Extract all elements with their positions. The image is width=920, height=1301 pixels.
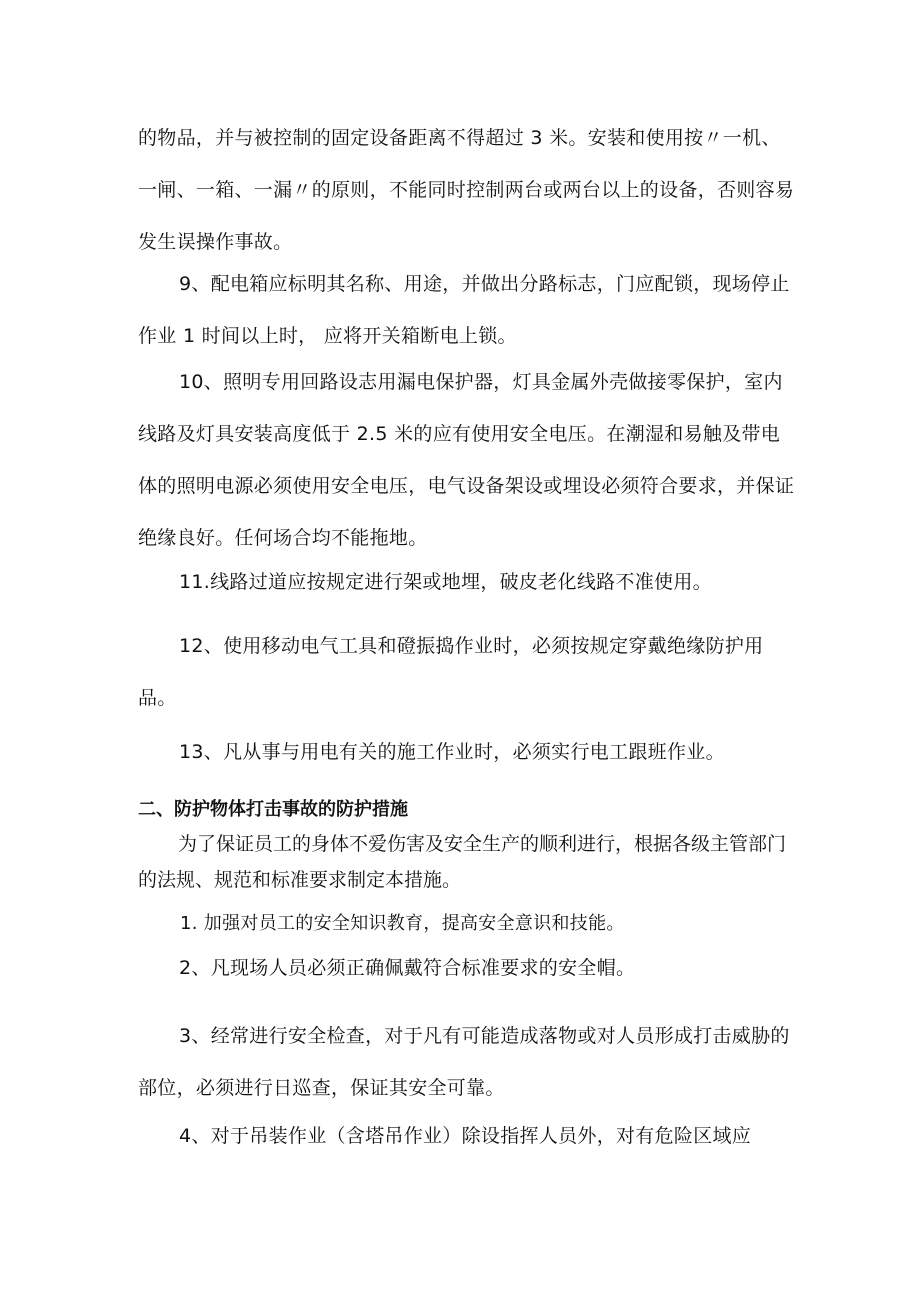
paragraph-item-10: 10、照明专用回路设志用漏电保护器，灯具金属外壳做接零保护，室内线路及灯具安装高度低于 2.5 米的应有使用安全电压。在潮湿和易触及带电体的照明电源必须使用安全电压，电气设备架设或埋设必须符合要求，并保证绝缘良好。任何场合均不能拖地。	[138, 371, 795, 549]
paragraph-continuation: 的物品，并与被控制的固定设备距离不得超过 3 米。安装和使用按〃一机、一闸、一箱、一漏〃的原则，不能同时控制两台或两台以上的设备，否则容易发生误操作事故。	[138, 127, 795, 253]
list-item-4: 4、对于吊装作业（含塔吊作业）除设指挥人员外，对有危险区域应	[179, 1125, 752, 1147]
section-intro: 为了保证员工的身体不爱伤害及安全生产的顺利进行，根据各级主管部门的法规、规范和标准要求制定本措施。	[138, 833, 787, 891]
list-item-2: 2、凡现场人员必须正确佩戴符合标准要求的安全帽。	[179, 957, 636, 979]
paragraph-item-9: 9、配电箱应标明其名称、用途，并做出分路标志，门应配锁，现场停止作业 1 时间以上时， 应将开关箱断电上锁。	[138, 273, 790, 347]
list-item-3: 3、经常进行安全检查，对于凡有可能造成落物或对人员形成打击威胁的部位，必须进行日巡查，保证其安全可靠。	[138, 1025, 790, 1099]
paragraph-item-11: 11.线路过道应按规定进行架或地埋，破皮老化线路不准使用。	[179, 571, 712, 593]
list-item-1: 1. 加强对员工的安全知识教育，提高安全意识和技能。	[180, 913, 625, 934]
paragraph-item-13: 13、凡从事与用电有关的施工作业时，必须实行电工跟班作业。	[179, 741, 725, 763]
paragraph-item-12: 12、使用移动电气工具和磴振捣作业时，必须按规定穿戴绝缘防护用品。	[138, 635, 764, 709]
section-heading: 二、防护物体打击事故的防护措施	[138, 799, 408, 820]
